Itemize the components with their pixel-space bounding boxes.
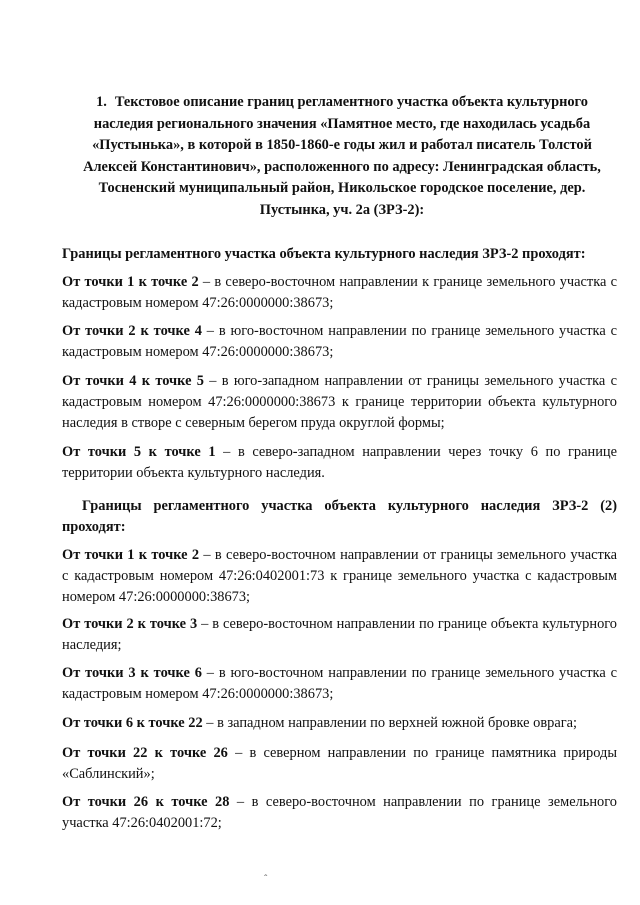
section1-item-3 [62,371,617,434]
section-zrz2-2-title-block [62,496,617,538]
section2-item-4 [62,713,617,734]
item-lead: От точки 1 к точке 2 [62,547,200,563]
section-title: Границы регламентного участка объекта культурного наследия ЗРЗ-2 проходят: [62,246,586,262]
section1-item-4 [62,442,617,484]
item-text: – в северо-восточном направлении по границе объекта культурного наследия; [62,616,618,653]
section-zrz2-title-block [62,244,617,265]
heading-text: Текстовое описание границ регламентного участка объекта культурного наследия регионального значения «Памятное место, где находилась усадьба «Пустынька», в которой в 1850-1860-е годы жил и работал писатель Толстой Алексей Константинович», расположенного по адресу: Ленинградская область, Тосненский муниципальный район, Никольское городское поселение, дер. Пустынка, уч. 2а (ЗРЗ-2): [83,94,601,218]
item-text: – в юго-восточном направлении по границе земельного участка с кадастровым номером 47:26:0000000:38673; [62,665,617,702]
section2-item-6 [62,792,617,834]
item-lead: От точки 4 к точке 5 [62,373,204,389]
item-text: – в северном направлении по границе памятника природы «Саблинский»; [62,745,617,782]
section1-item-2 [62,321,617,363]
section2-item-1 [62,545,617,608]
item-lead: От точки 22 к точке 26 [62,745,228,761]
section2-item-3 [62,663,617,705]
document-heading [72,92,612,221]
item-text: – в северо-восточном направлении по границе земельного участка 47:26:0402001:72; [62,794,617,831]
item-lead: От точки 26 к точке 28 [62,794,230,810]
footer-mark: ˆ [264,874,268,885]
item-text: – в северо-восточном направлении к границе земельного участка с кадастровым номером 47:26:0000000:38673; [62,274,617,311]
item-text: – в западном направлении по верхней южной бровке оврага; [202,715,578,731]
item-text: – в юго-западном направлении от границы земельного участка с кадастровым номером 47:26:0000000:38673 к границе территории объекта культурного наследия в створе с северным берегом пруда округлой формы; [62,373,617,431]
item-text: – в северо-западном направлении через точку 6 по границе территории объекта культурного наследия. [62,444,617,481]
item-text: – в юго-восточном направлении по границе земельного участка с кадастровым номером 47:26:0000000:38673; [62,323,617,360]
item-text: – в северо-восточном направлении от границы земельного участка с кадастровым номером 47:26:0402001:73 к границе земельного участка с кадастровым номером 47:26:0000000:38673; [62,547,617,605]
item-lead: От точки 2 к точке 4 [62,323,202,339]
section2-item-2 [62,614,617,656]
item-lead: От точки 5 к точке 1 [62,444,216,460]
section-title: Границы регламентного участка объекта культурного наследия ЗРЗ-2 (2) проходят: [62,498,617,535]
section2-item-5 [62,743,617,785]
item-lead: От точки 1 к точке 2 [62,274,199,290]
section1-item-1 [62,272,617,314]
item-lead: От точки 3 к точке 6 [62,665,202,681]
heading-number: 1. [96,94,107,110]
item-lead: От точки 2 к точке 3 [62,616,198,632]
item-lead: От точки 6 к точке 22 [62,715,203,731]
